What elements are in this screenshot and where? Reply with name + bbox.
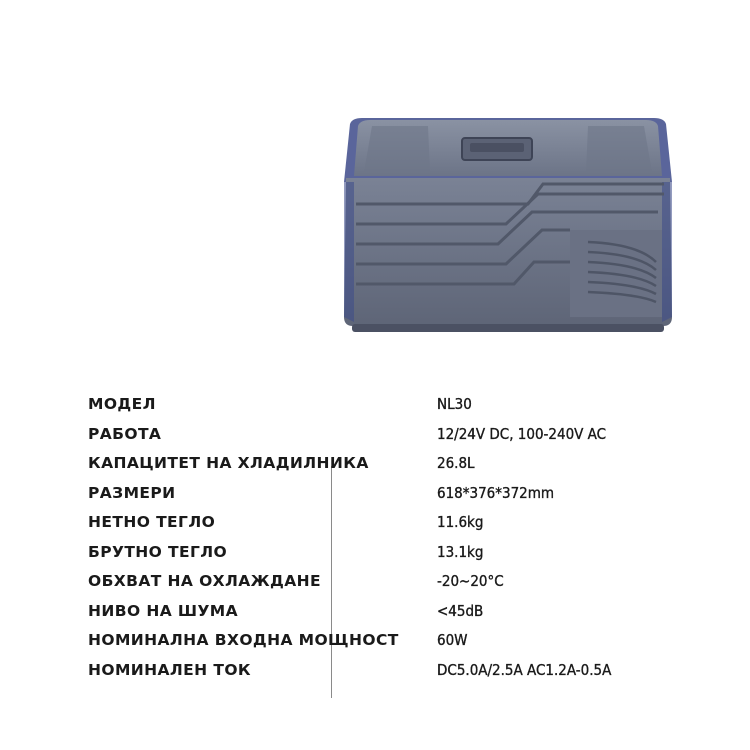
fridge-image [338, 112, 678, 342]
spec-label: НОМИНАЛНА ВХОДНА МОЩНОСТ [88, 631, 399, 649]
spec-label: ОБХВАТ НА ОХЛАЖДАНЕ [88, 572, 322, 590]
spec-row-noise-level [88, 597, 688, 627]
spec-label: НЕТНО ТЕГЛО [88, 513, 216, 531]
spec-value: NL30 [437, 395, 472, 413]
spec-label: КАПАЦИТЕТ НА ХЛАДИЛНИКА [88, 454, 369, 472]
spec-label: МОДЕЛ [88, 395, 156, 413]
spec-value: <45dB [437, 601, 484, 620]
spec-label: НОМИНАЛЕН ТОК [88, 660, 251, 679]
spec-value: DC5.0A/2.5A AC1.2A-0.5A [437, 660, 612, 679]
spec-row-capacity [88, 449, 688, 479]
spec-row-operation [88, 420, 688, 450]
spec-row-gross-weight [88, 538, 688, 568]
spec-row-input-power [88, 626, 688, 656]
spec-label: БРУТНО ТЕГЛО [88, 542, 228, 561]
spec-row-dimensions [88, 479, 688, 509]
spec-value: 12/24V DC, 100-240V AC [437, 424, 607, 443]
spec-value: 13.1kg [437, 542, 484, 561]
spec-value: 60W [437, 631, 468, 649]
spec-row-cooling-range [88, 567, 688, 597]
spec-value: 26.8L [437, 454, 475, 472]
spec-value: -20~20°C [437, 572, 504, 590]
spec-row-net-weight [88, 508, 688, 538]
spec-label: РАЗМЕРИ [88, 483, 176, 502]
spec-value: 618*376*372mm [437, 483, 555, 502]
spec-label: РАБОТА [88, 424, 162, 443]
spec-row-model [88, 390, 688, 420]
spec-row-rated-current [88, 656, 688, 686]
spec-value: 11.6kg [437, 513, 484, 531]
spec-table [88, 390, 688, 685]
spec-label: НИВО НА ШУМА [88, 601, 239, 620]
